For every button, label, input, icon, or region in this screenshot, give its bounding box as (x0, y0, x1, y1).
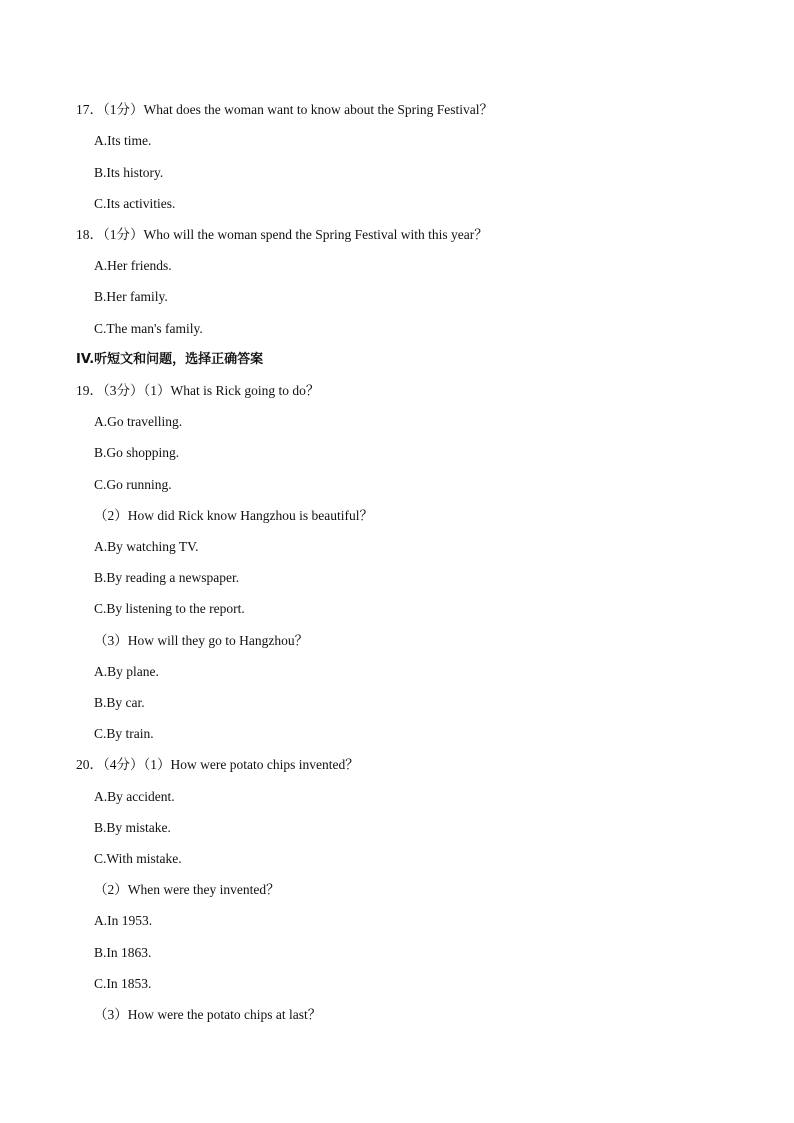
question-19-1-option-a: A.Go travelling. (94, 414, 183, 429)
question-19-1-option-b: B.Go shopping. (94, 445, 180, 460)
question-17-stem: 17．（1分）What does the woman want to know about the Spring Festival？ (76, 102, 493, 117)
question-17-option-a: A.Its time. (94, 133, 152, 148)
question-19-3-option-c: C.By train. (94, 726, 154, 741)
question-18-option-c: C.The man's family. (94, 321, 203, 336)
question-20-2-option-b: B.In 1863. (94, 945, 152, 960)
question-18-option-a: A.Her friends. (94, 258, 172, 273)
question-18-option-b: B.Her family. (94, 289, 168, 304)
question-20-2-option-a: A.In 1953. (94, 913, 153, 928)
question-19-sub-2: （2）How did Rick know Hangzhou is beautiful？ (94, 508, 373, 523)
question-20-1-option-b: B.By mistake. (94, 820, 171, 835)
question-19-stem: 19．（3分）（1）What is Rick going to do？ (76, 383, 320, 398)
section-heading: IV.听短文和问题，选择正确答案 (76, 352, 264, 367)
question-19-1-option-c: C.Go running. (94, 477, 172, 492)
question-19-3-option-b: B.By car. (94, 695, 145, 710)
question-18-stem: 18．（1分）Who will the woman spend the Spring Festival with this year？ (76, 227, 488, 242)
question-19-3-option-a: A.By plane. (94, 664, 159, 679)
question-20-1-option-c: C.With mistake. (94, 851, 182, 866)
question-19-sub-3: （3）How will they go to Hangzhou？ (94, 633, 309, 648)
question-20-sub-3: （3）How were the potato chips at last？ (94, 1007, 322, 1022)
question-20-sub-2: （2）When were they invented？ (94, 882, 280, 897)
question-20-stem: 20．（4分）（1）How were potato chips invented？ (76, 757, 359, 772)
question-17-option-c: C.Its activities. (94, 196, 176, 211)
question-19-2-option-b: B.By reading a newspaper. (94, 570, 240, 585)
question-17-option-b: B.Its history. (94, 165, 164, 180)
question-19-2-option-c: C.By listening to the report. (94, 601, 245, 616)
question-20-2-option-c: C.In 1853. (94, 976, 152, 991)
question-20-1-option-a: A.By accident. (94, 789, 175, 804)
question-19-2-option-a: A.By watching TV. (94, 539, 199, 554)
